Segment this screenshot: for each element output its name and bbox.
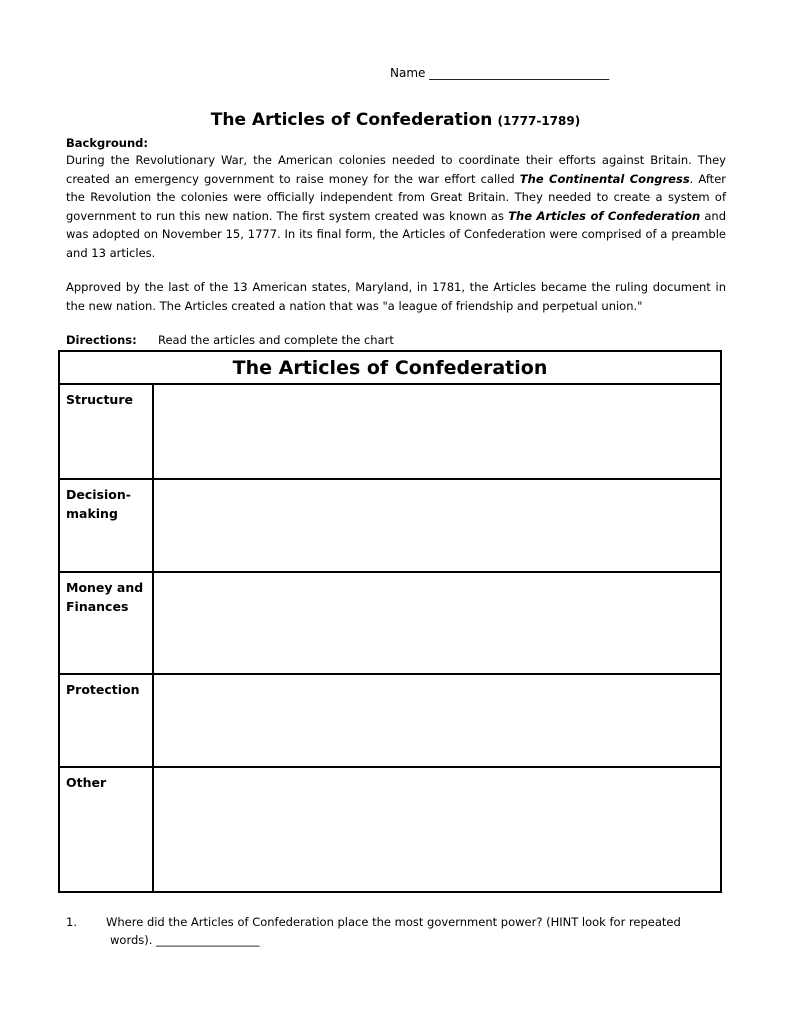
question-1-number: 1. (66, 915, 77, 929)
background-label: Background: (66, 136, 148, 150)
p1-continental-congress: The Continental Congress (519, 171, 690, 186)
name-blank[interactable]: ______________________________ (429, 66, 610, 80)
background-paragraph-2: Approved by the last of the 13 American states, Maryland, in 1781, the Articles became the ruling document in the new nation. The Articles created a nation that was "a league of friendship and perpetual union." (66, 280, 726, 313)
row-label-structure: Structure (59, 384, 153, 479)
p1-text-c: . After the Revolution the colonies were officially independent from Great Britain. They needed to create a system of government to run this new nation. The first system created was known as (66, 171, 726, 223)
directions-label: Directions: (66, 333, 137, 347)
p1-articles-of-confederation: The Articles of Confederation (508, 208, 701, 223)
row-label-other: Other (59, 767, 153, 892)
page-title (0, 110, 791, 130)
answer-cell-other[interactable] (153, 767, 721, 892)
row-label-decision-making: Decision-making (59, 479, 153, 572)
row-label-protection: Protection (59, 674, 153, 767)
question-1 (66, 913, 736, 949)
question-1-line2[interactable]: words). __________________ (110, 933, 260, 947)
answer-cell-protection[interactable] (153, 674, 721, 767)
directions-text: Read the articles and complete the chart (158, 333, 394, 347)
background-paragraph-1 (66, 151, 726, 262)
answer-cell-decision-making[interactable] (153, 479, 721, 572)
chart-title: The Articles of Confederation (59, 351, 721, 384)
title-years: (1777-1789) (497, 114, 581, 128)
articles-chart (58, 350, 722, 893)
question-1-line1: Where did the Articles of Confederation place the most government power? (HINT look for repeated (106, 915, 681, 929)
directions (66, 333, 394, 347)
answer-cell-structure[interactable] (153, 384, 721, 479)
name-label: Name (390, 66, 426, 80)
name-field[interactable] (390, 66, 609, 80)
title-main: The Articles of Confederation (210, 110, 493, 130)
row-label-money-finances: Money and Finances (59, 572, 153, 674)
answer-cell-money-finances[interactable] (153, 572, 721, 674)
p1-text-e: and was adopted on November 15, 1777. In its final form, the Articles of Confederation were comprised of a preamble and 13 articles. (66, 208, 726, 260)
p1-text-a: During the Revolutionary War, the American colonies needed to coordinate their efforts against Britain. They created an emergency government to raise money for the war effort called (66, 153, 726, 186)
